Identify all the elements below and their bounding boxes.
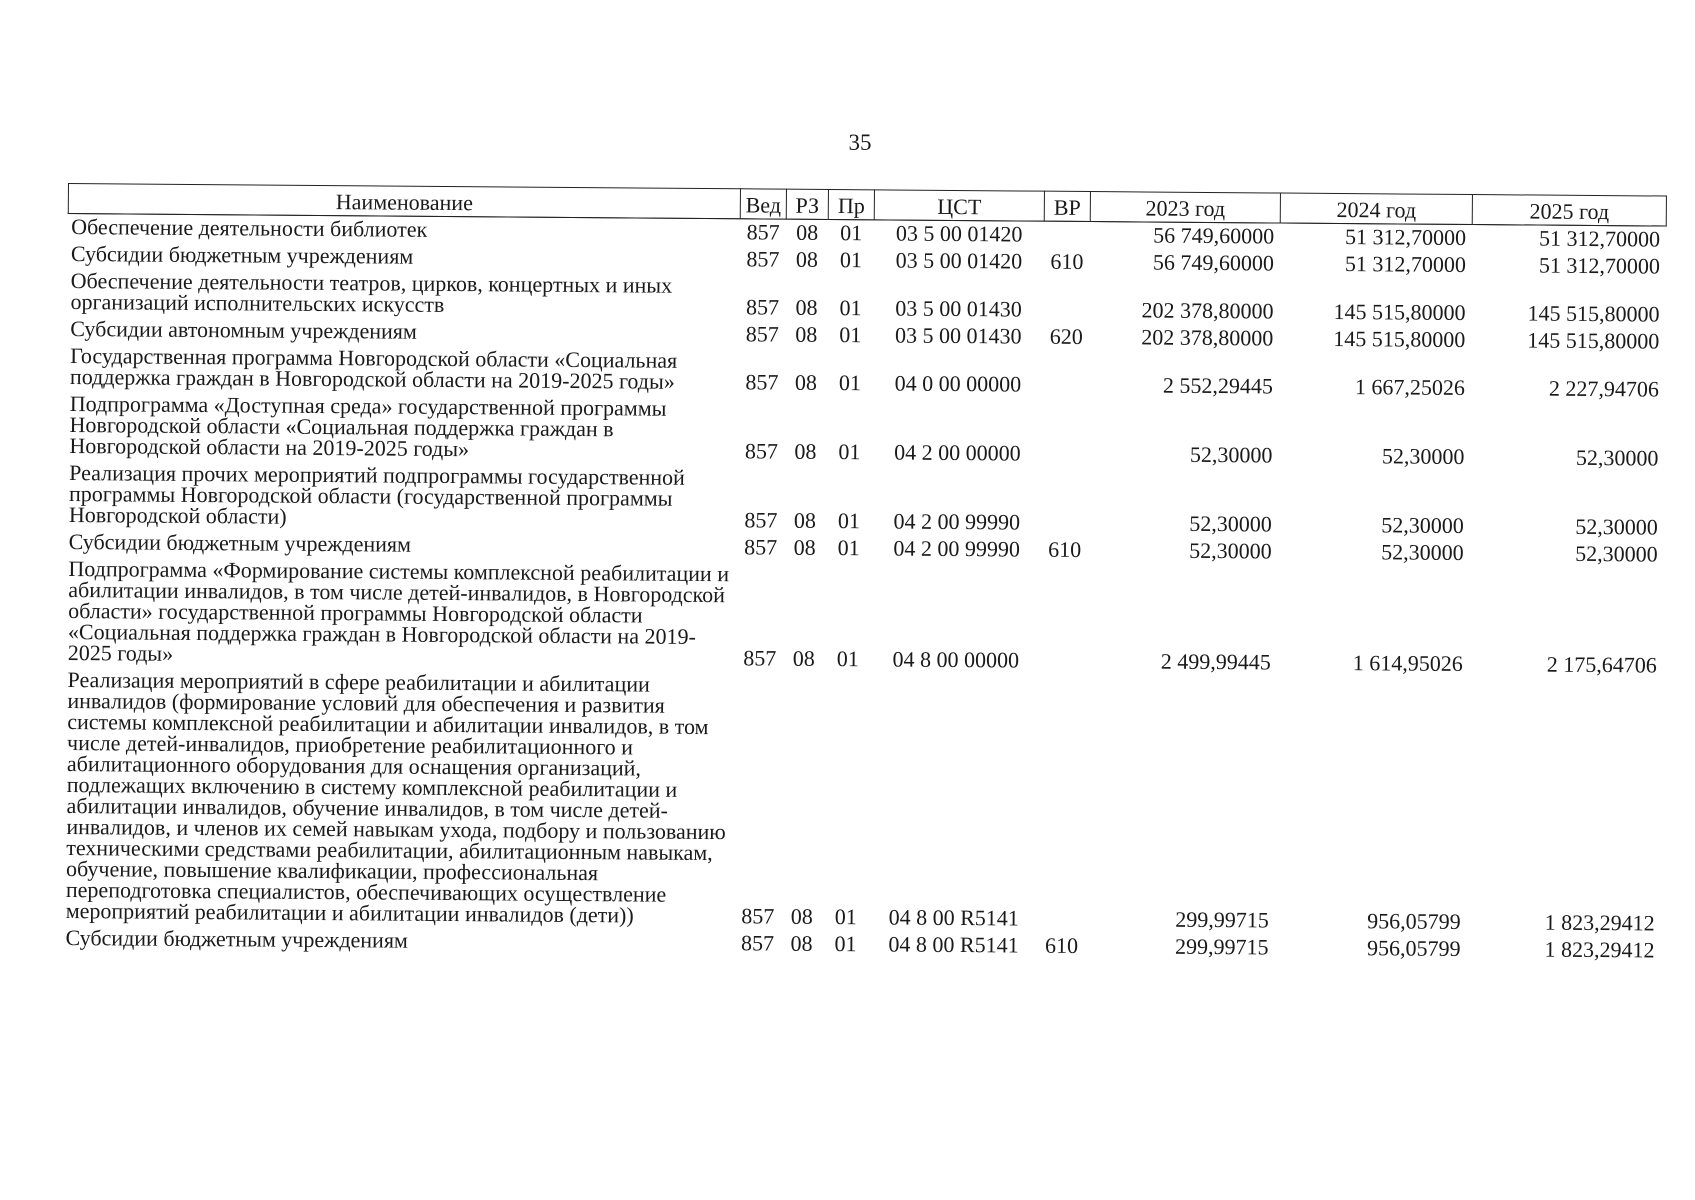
row-amount-2023: 2 552,29445: [1162, 372, 1274, 399]
row-amount-2023: 56 749,60000: [1152, 249, 1275, 276]
header-rz: РЗ: [786, 189, 828, 219]
row-ved: 857: [740, 930, 775, 956]
row-cst: 04 2 00 99990: [893, 508, 1021, 535]
row-amount-2025: 52,30000: [1575, 540, 1658, 567]
row-pr: 01: [838, 370, 862, 396]
row-ved: 857: [746, 219, 780, 245]
row-pr: 01: [839, 247, 863, 273]
table-row: [63, 667, 1663, 938]
row-amount-2024: 1 614,95026: [1352, 650, 1463, 676]
row-amount-2023: 299,99715: [1174, 933, 1269, 960]
row-name: Подпрограмма «Доступная среда» государственной программы Новгородской области «Социальная поддержка граждан в Новгородской области на 2019-2025 годы»: [69, 391, 667, 462]
row-vr: 620: [1049, 323, 1083, 349]
row-rz: 08: [790, 930, 813, 956]
header-cst: ЦСТ: [874, 190, 1044, 221]
row-cst: 04 0 00 00000: [894, 370, 1022, 397]
row-amount-2024: 51 312,70000: [1345, 224, 1467, 250]
row-pr: 01: [839, 322, 862, 348]
row-cst: 03 5 00 01420: [895, 220, 1023, 247]
row-amount-2025: 51 312,70000: [1538, 252, 1660, 279]
row-vr: [1044, 221, 1090, 249]
row-ved: 857: [745, 369, 779, 395]
header-2024: 2024 год: [1280, 193, 1472, 225]
row-pr: 01: [837, 508, 860, 534]
row-amount-2025: 1 823,29412: [1544, 909, 1655, 936]
row-amount-2023: 52,30000: [1189, 510, 1272, 537]
row-amount-2024: 145 515,80000: [1333, 298, 1466, 325]
row-amount-2024: 51 312,70000: [1344, 251, 1467, 277]
row-amount-2023: 202 378,80000: [1141, 324, 1274, 351]
row-vr: [1042, 399, 1089, 468]
header-name: Наименование: [68, 184, 740, 219]
row-vr: [1043, 351, 1089, 399]
row-name: Обеспечение деятельности театров, цирков, концертных и иных организаций исполнительских искусств: [70, 268, 673, 317]
row-amount-2023: 52,30000: [1189, 441, 1273, 468]
row-rz: 08: [795, 321, 818, 347]
row-name: Субсидии бюджетным учреждениям: [68, 529, 412, 557]
header-vr: ВР: [1044, 191, 1090, 221]
row-ved: 857: [745, 294, 780, 320]
row-cst: 04 8 00 R5141: [888, 904, 1019, 931]
row-rz: 08: [790, 903, 813, 929]
row-ved: 857: [744, 507, 778, 533]
row-ved: 857: [743, 645, 777, 671]
row-rz: 08: [795, 246, 819, 272]
row-amount-2024: 52,30000: [1381, 539, 1464, 565]
row-amount-2023: 202 378,80000: [1141, 297, 1274, 324]
header-ved: Вед: [740, 189, 786, 219]
row-ved: 857: [744, 534, 778, 560]
row-vr: [1043, 276, 1089, 324]
row-amount-2024: 956,05799: [1367, 908, 1461, 934]
row-cst: 04 8 00 R5141: [888, 931, 1019, 958]
table-row: [66, 460, 1664, 542]
row-vr: [1039, 675, 1087, 933]
row-name: Субсидии бюджетным учреждениям: [70, 241, 414, 269]
row-ved: 857: [741, 903, 775, 929]
row-amount-2025: 2 227,94706: [1548, 375, 1660, 402]
row-amount-2024: 52,30000: [1381, 512, 1464, 538]
row-name: Реализация прочих мероприятий подпрограммы государственной программы Новгородской области (государственной программы Новгородской области): [68, 460, 685, 529]
row-pr: 01: [834, 904, 857, 930]
row-amount-2023: 299,99715: [1175, 906, 1269, 933]
row-ved: 857: [746, 246, 780, 272]
row-pr: 01: [834, 931, 857, 957]
row-amount-2024: 956,05799: [1366, 935, 1461, 961]
row-cst: 04 8 00 00000: [892, 646, 1020, 673]
row-vr: 610: [1044, 932, 1079, 958]
row-amount-2025: 2 175,64706: [1546, 651, 1657, 678]
row-cst: 03 5 00 01430: [894, 322, 1022, 349]
row-vr: 610: [1048, 536, 1082, 562]
row-amount-2025: 51 312,70000: [1539, 225, 1661, 252]
row-amount-2024: 52,30000: [1381, 443, 1465, 469]
row-rz: 08: [795, 294, 818, 320]
row-amount-2025: 52,30000: [1575, 513, 1658, 540]
row-name: Реализация мероприятий в сфере реабилитации и абилитации инвалидов (формирование условий для обеспечения и развития системы комплексной реабилитации и абилитации инвалидов, в том числе детей-инвалидов, приобретение реабилитационного и абилитационного оборудования для оснащения организаций, подлежащих включению в систему комплексной реабилитации и абилитации инвалидов, обучение инвалидов, в том числе детей-инвалидов, и членов их семей навыкам ухода, подбору и пользованию техническими средствами реабилитации, абилитационным навыкам, обучение, повышение квалификации, профессиональная переподготовка специалистов, обеспечивающих осуществление мероприятий реабилитации и абилитации инвалидов (дети)): [65, 667, 726, 928]
row-amount-2025: 145 515,80000: [1527, 327, 1660, 354]
row-pr: 01: [836, 646, 859, 672]
row-rz: 08: [793, 507, 816, 533]
row-amount-2023: 2 499,99445: [1160, 648, 1271, 675]
budget-table: [62, 183, 1667, 965]
row-cst: 03 5 00 01420: [895, 247, 1023, 274]
row-rz: 08: [793, 534, 816, 560]
header-2025: 2025 год: [1472, 195, 1666, 227]
row-amount-2025: 52,30000: [1575, 444, 1659, 471]
row-pr: 01: [840, 220, 863, 246]
row-name: Подпрограмма «Формирование системы комплексной реабилитации и абилитации инвалидов, в том числе детей-инвалидов, в Новгородской области» государственной программы Новгородской области «Социальная поддержка граждан в Новгородской области на 2019-2025 годы»: [67, 556, 730, 666]
row-vr: [1042, 468, 1089, 537]
row-ved: 857: [745, 321, 779, 347]
row-pr: 01: [837, 535, 860, 561]
header-2023: 2023 год: [1090, 192, 1280, 223]
row-amount-2024: 1 667,25026: [1354, 374, 1466, 400]
table-row: [65, 556, 1664, 680]
row-amount-2023: 56 749,60000: [1153, 222, 1275, 249]
table-body: [62, 214, 1666, 965]
row-amount-2023: 52,30000: [1189, 537, 1272, 564]
row-cst: 04 2 00 00000: [894, 439, 1021, 466]
row-pr: 01: [839, 295, 862, 321]
table-row: [66, 391, 1664, 473]
row-rz: 08: [792, 645, 815, 671]
row-rz: 08: [794, 438, 817, 464]
row-name: Государственная программа Новгородской области «Социальная поддержка граждан в Новгородской области на 2019-2025 годы»: [69, 343, 678, 394]
row-vr: [1041, 564, 1088, 675]
row-rz: 08: [796, 219, 819, 245]
row-cst: 03 5 00 01430: [895, 295, 1022, 322]
row-ved: 857: [744, 438, 779, 464]
row-rz: 08: [794, 369, 818, 395]
row-amount-2025: 1 823,29412: [1544, 936, 1655, 963]
row-amount-2025: 145 515,80000: [1527, 300, 1660, 327]
row-name: Субсидии бюджетным учреждениям: [65, 925, 409, 953]
row-vr: 610: [1050, 248, 1084, 274]
header-pr: Пр: [828, 189, 874, 219]
row-pr: 01: [838, 439, 861, 465]
row-cst: 04 2 00 99990: [893, 535, 1021, 562]
page-number: 35: [848, 130, 872, 155]
row-amount-2024: 145 515,80000: [1333, 325, 1466, 352]
row-name: Субсидии автономным учреждениям: [70, 316, 418, 344]
row-name: Обеспечение деятельности библиотек: [71, 214, 428, 242]
